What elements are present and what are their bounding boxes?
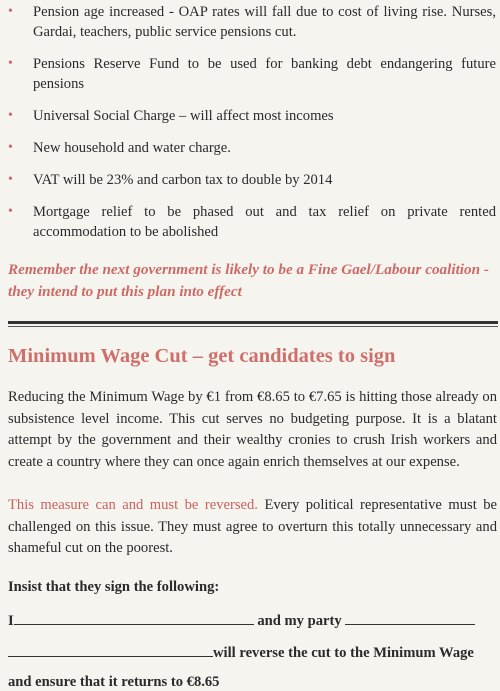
- list-item: • Universal Social Charge – will affect most incomes: [8, 108, 334, 124]
- pledge-party-text: and my party: [253, 613, 346, 629]
- coalition-warning: Remember the next government is likely to be a Fine Gael/Labour coalition - they intend to put this plan into effect: [8, 261, 489, 300]
- list-item: • Pensions Reserve Fund to be used for banking debt endangering future pensions: [8, 56, 496, 92]
- bullet-icon: •: [8, 140, 13, 155]
- reversal-paragraph: [8, 495, 497, 560]
- party-name-blank: [8, 644, 213, 657]
- pledge-line-2: [8, 644, 474, 662]
- section-heading: Minimum Wage Cut – get candidates to sign: [8, 345, 396, 367]
- bullet-icon: •: [8, 56, 13, 71]
- minimum-wage-paragraph: Reducing the Minimum Wage by €1 from €8.65 to €7.65 is hitting those already on subsistence level income. This cut serves no budgeting purpose. It is a blatant attempt by the government and their wealthy cronies to crush Irish workers and create a country where they can once again enrich themselves at our expense.: [8, 389, 497, 470]
- name-blank: [14, 612, 254, 625]
- reversal-emphasis: This measure can and must be reversed.: [8, 497, 258, 513]
- pledge-i: I: [8, 613, 14, 629]
- party-blank: [345, 612, 475, 625]
- list-item: • VAT will be 23% and carbon tax to double by 2014: [8, 172, 333, 188]
- list-item: • Pension age increased - OAP rates will fall due to cost of living rise. Nurses, Gardai, teachers, public service pensions cut.: [8, 4, 496, 40]
- reversal-text: Every political representative must be challenged on this issue. They must agree to overturn this totally unnecessary and shameful cut on the poorest.: [8, 497, 498, 556]
- section-divider-thin: [8, 326, 498, 327]
- section-divider: [8, 321, 498, 324]
- pledge-line-3: and ensure that it returns to €8.65: [8, 674, 220, 690]
- bullet-icon: •: [8, 172, 13, 187]
- pledge-line-1: [8, 612, 475, 630]
- cuts-list: [0, 2, 500, 242]
- insist-label: Insist that they sign the following:: [8, 579, 220, 595]
- list-item: • Mortgage relief to be phased out and tax relief on private rented accommodation to be abolished: [8, 204, 496, 240]
- bullet-icon: •: [8, 4, 13, 19]
- bullet-icon: •: [8, 204, 13, 219]
- list-item: • New household and water charge.: [8, 140, 231, 156]
- pledge-reverse-text: will reverse the cut to the Minimum Wage: [213, 645, 474, 661]
- bullet-icon: •: [8, 108, 13, 123]
